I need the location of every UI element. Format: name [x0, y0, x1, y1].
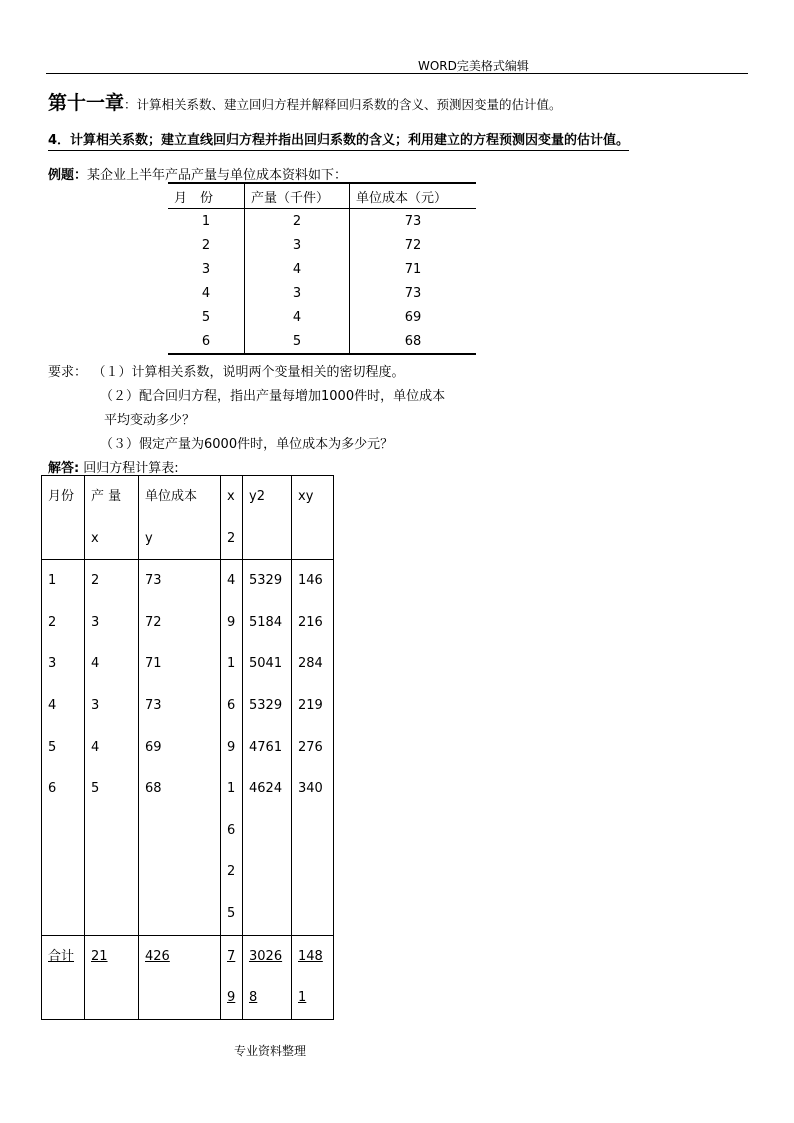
column-header-month: 月 份: [168, 183, 245, 209]
requirement-line-1: [48, 361, 405, 380]
table-row: [168, 305, 476, 329]
table-cell: 72: [404, 237, 422, 253]
cell-line: x: [91, 530, 99, 546]
x-squared-values: [221, 560, 243, 935]
chapter-description: ：计算相关系数、建立回归方程并解释回归系数的含义、预测因变量的估计值。: [124, 97, 562, 112]
cell-line: 216: [298, 614, 323, 630]
cell-line: 3: [91, 697, 100, 713]
table-total-row: [42, 935, 334, 1019]
chapter-line: [48, 88, 562, 115]
column-header-x-squared: [221, 476, 243, 560]
page-footer: 专业资料整理: [234, 1044, 307, 1058]
cell-line: 3026: [249, 948, 283, 964]
data-table: [168, 182, 476, 355]
cell-line: 单位成本: [145, 489, 198, 504]
cell-line: 69: [145, 739, 162, 755]
page-header: WORD完美格式编辑: [418, 59, 529, 73]
column-header-output: 产量（千件）: [245, 183, 350, 209]
total-y: [139, 935, 221, 1019]
cell-line: 426: [145, 948, 170, 964]
cell-line: 4761: [249, 739, 283, 755]
cell-line: 68: [145, 781, 162, 797]
cell-line: xy: [298, 489, 314, 504]
cell-line: 146: [298, 573, 323, 589]
x-values: [85, 560, 139, 935]
cell-line: 9: [227, 739, 236, 755]
total-xy: [292, 935, 334, 1019]
cell-line: 8: [249, 990, 258, 1006]
y-values: [139, 560, 221, 935]
table-cell: 4: [245, 257, 350, 281]
total-label: [42, 935, 85, 1019]
column-header-y: [139, 476, 221, 560]
requirement-item: （３）假定产量为6000件时，单位成本为多少元？: [100, 437, 394, 452]
column-header-x: [85, 476, 139, 560]
cell-line: 4: [48, 697, 57, 713]
table-row: [168, 233, 476, 257]
table-header-row: [168, 183, 476, 209]
section-heading: 4．计算相关系数；建立直线回归方程并指出回归系数的含义；利用建立的方程预测因变量的估计值。: [48, 129, 629, 151]
regression-calc-table: [41, 475, 334, 1020]
requirement-item: （１）计算相关系数，说明两个变量相关的密切程度。: [99, 365, 405, 380]
cell-line: 5184: [249, 614, 283, 630]
cell-line: 5041: [249, 656, 283, 672]
cell-line: 4624: [249, 781, 283, 797]
cell-line: 219: [298, 697, 323, 713]
table-cell: 68: [350, 329, 477, 354]
total-x-squared: [221, 935, 243, 1019]
table-row: [168, 257, 476, 281]
cell-line: 月份: [48, 489, 75, 504]
table-cell: 3: [168, 257, 245, 281]
cell-line: 6: [227, 697, 236, 713]
table-cell: 1: [168, 209, 245, 234]
total-x: [85, 935, 139, 1019]
cell-line: 5: [48, 739, 57, 755]
cell-line: 5329: [249, 697, 283, 713]
chapter-title: 第十一章: [48, 92, 125, 114]
cell-line: 1: [227, 656, 236, 672]
requirements-label: 要求：: [48, 365, 88, 380]
cell-line: 1: [48, 573, 57, 589]
cell-line: 2: [227, 864, 236, 880]
table-cell: 6: [168, 329, 245, 354]
cell-line: 21: [91, 948, 108, 964]
cell-line: 2: [227, 530, 236, 546]
table-header-row: [42, 476, 334, 560]
header-rule: [46, 73, 748, 74]
cell-line: 3: [48, 656, 57, 672]
cell-line: 2: [91, 573, 100, 589]
table-cell: 2: [168, 233, 245, 257]
table-cell: 3: [245, 233, 350, 257]
column-header-y-squared: [243, 476, 292, 560]
total-y-squared: [243, 935, 292, 1019]
table-cell: 73: [404, 213, 422, 229]
cell-line: 5: [91, 781, 100, 797]
table-cell: 69: [404, 309, 422, 325]
cell-line: 9: [227, 990, 236, 1006]
answer-label: 解答:: [48, 461, 80, 476]
table-cell: 2: [245, 209, 350, 234]
table-cell: 73: [404, 285, 422, 301]
cell-line: 6: [227, 822, 236, 838]
cell-line: 产 量: [91, 489, 122, 504]
example-label: 例题：: [48, 168, 88, 183]
table-row: [168, 281, 476, 305]
column-header-xy: [292, 476, 334, 560]
cell-line: 7: [227, 948, 236, 964]
y-squared-values: [243, 560, 292, 935]
cell-line: x: [227, 489, 235, 504]
cell-line: 1: [298, 990, 307, 1006]
table-row: [168, 209, 476, 234]
cell-line: 340: [298, 781, 323, 797]
table-cell: 4: [168, 281, 245, 305]
cell-line: 合计: [48, 948, 75, 964]
example-line: [48, 164, 347, 183]
table-cell: 3: [245, 281, 350, 305]
requirement-item: 平均变动多少？: [104, 413, 196, 428]
cell-line: 3: [91, 614, 100, 630]
cell-line: 4: [227, 573, 236, 589]
example-text: 某企业上半年产品产量与单位成本资料如下：: [87, 168, 348, 183]
answer-line: [48, 457, 179, 476]
cell-line: 284: [298, 656, 323, 672]
cell-line: 71: [145, 656, 162, 672]
cell-line: 4: [91, 739, 100, 755]
cell-line: 1: [227, 781, 236, 797]
table-cell: 71: [404, 261, 422, 277]
cell-line: y2: [249, 489, 265, 504]
column-header-month: [42, 476, 85, 560]
cell-line: y: [145, 530, 153, 546]
cell-line: 73: [145, 573, 162, 589]
cell-line: 148: [298, 948, 323, 964]
cell-line: 72: [145, 614, 162, 630]
cell-line: 4: [91, 656, 100, 672]
cell-line: 6: [48, 781, 57, 797]
cell-line: 276: [298, 739, 323, 755]
table-cell: 4: [245, 305, 350, 329]
cell-line: 73: [145, 697, 162, 713]
table-body-row: [42, 560, 334, 935]
requirement-item: （２）配合回归方程，指出产量每增加1000件时，单位成本: [100, 389, 446, 404]
cell-line: 5329: [249, 573, 283, 589]
table-cell: 5: [245, 329, 350, 354]
answer-text: 回归方程计算表:: [83, 461, 179, 476]
xy-values: [292, 560, 334, 935]
cell-line: 2: [48, 614, 57, 630]
table-cell: 5: [168, 305, 245, 329]
month-values: [42, 560, 85, 935]
table-row: [168, 329, 476, 354]
cell-line: 5: [227, 905, 236, 921]
cell-line: 9: [227, 614, 236, 630]
column-header-unit-cost: 单位成本（元）: [350, 183, 477, 209]
